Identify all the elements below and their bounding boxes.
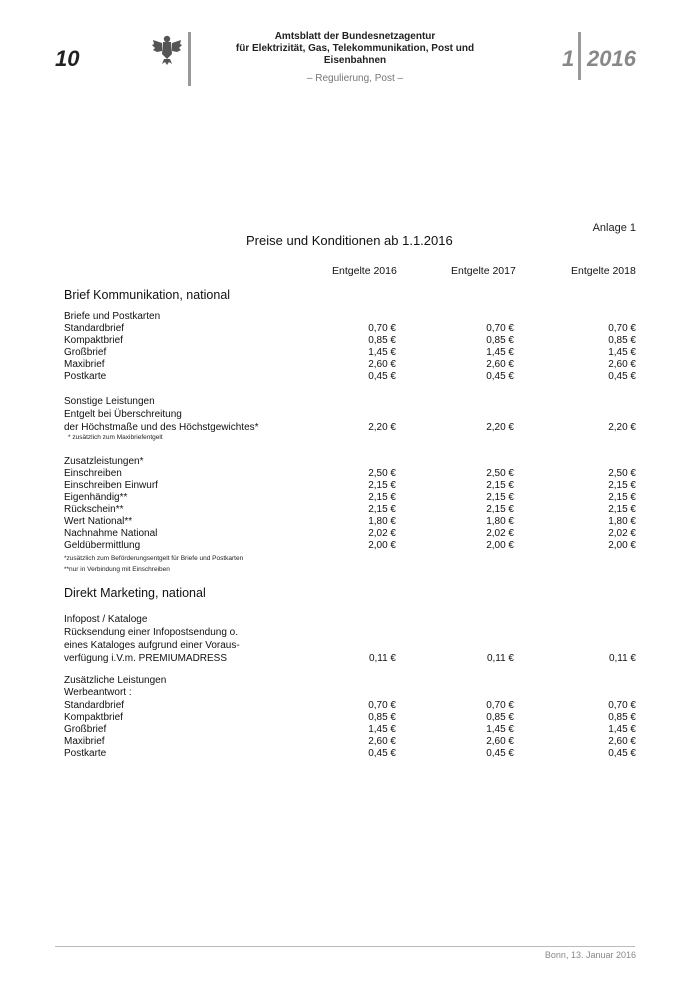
section-title: Direkt Marketing, national: [64, 586, 206, 600]
value-2017: 2,15 €: [486, 504, 514, 515]
row-label: Maxibrief: [64, 736, 105, 747]
document-title: Preise und Konditionen ab 1.1.2016: [246, 233, 453, 248]
value-2016: 2,02 €: [368, 528, 396, 539]
value-2016: 2,15 €: [368, 504, 396, 515]
value-2016: 0,45 €: [368, 748, 396, 759]
value-2017: 2,60 €: [486, 359, 514, 370]
value-2018: 0,45 €: [608, 371, 636, 382]
table-row: [64, 371, 636, 383]
value-2017: 0,45 €: [486, 371, 514, 382]
value-2017: 2,02 €: [486, 528, 514, 539]
value-2018: 2,50 €: [608, 468, 636, 479]
row-label: Postkarte: [64, 371, 107, 382]
table-row: [64, 516, 636, 528]
value-2016: 1,45 €: [368, 724, 396, 735]
value-2016: 1,45 €: [368, 347, 396, 358]
row-label: Großbrief: [64, 724, 107, 735]
row-label: Einschreiben: [64, 468, 122, 479]
header-divider: [188, 32, 191, 86]
value-2017: 1,45 €: [486, 724, 514, 735]
value-2016: 0,11 €: [368, 653, 396, 664]
value-2017: 0,45 €: [486, 748, 514, 759]
value-2017: 2,15 €: [486, 480, 514, 491]
value-2017: 1,80 €: [486, 516, 514, 527]
table-row: [64, 468, 636, 480]
value-2016: 0,85 €: [368, 335, 396, 346]
group-subheading-text: Werbeantwort :: [64, 687, 132, 698]
value-2017: 0,70 €: [486, 323, 514, 334]
value-2017: 1,45 €: [486, 347, 514, 358]
row-label: Großbrief: [64, 347, 107, 358]
value-2016: 1,80 €: [368, 516, 396, 527]
value-2018: 2,15 €: [608, 480, 636, 491]
text-line: [64, 640, 636, 652]
value-2016: 2,50 €: [368, 468, 396, 479]
row-label: der Höchstmaße und des Höchstgewichtes*: [64, 422, 259, 433]
issue-divider: [578, 32, 581, 80]
group-heading: [64, 614, 636, 626]
text-line: [64, 409, 636, 421]
group-heading-text: Infopost / Kataloge: [64, 614, 148, 625]
footnote: * zusätzlich zum Maxibriefentgelt: [68, 434, 163, 441]
gazette-title: [205, 31, 505, 85]
table-row: [64, 736, 636, 748]
column-header-2016: Entgelte 2016: [332, 265, 397, 277]
group-heading: [64, 456, 636, 468]
table-row: [64, 347, 636, 359]
group-heading: [64, 311, 636, 323]
value-2018: 0,70 €: [608, 700, 636, 711]
row-label: Maxibrief: [64, 359, 105, 370]
table-row: [64, 504, 636, 516]
value-2018: 2,02 €: [608, 528, 636, 539]
text-line-label: eines Kataloges aufgrund einer Voraus-: [64, 640, 240, 651]
table-row: [64, 335, 636, 347]
value-2018: 2,20 €: [608, 422, 636, 433]
value-2016: 2,20 €: [368, 422, 396, 433]
value-2017: 2,50 €: [486, 468, 514, 479]
value-2018: 2,15 €: [608, 492, 636, 503]
value-2018: 1,45 €: [608, 724, 636, 735]
value-2018: 2,60 €: [608, 359, 636, 370]
row-label: Standardbrief: [64, 323, 125, 334]
row-label: Standardbrief: [64, 700, 125, 711]
table-row: [64, 653, 636, 665]
value-2016: 0,85 €: [368, 712, 396, 723]
value-2017: 2,15 €: [486, 492, 514, 503]
table-row: [64, 492, 636, 504]
group-heading: [64, 396, 636, 408]
issue-year: 2016: [587, 46, 636, 71]
text-line-label: Entgelt bei Überschreitung: [64, 409, 182, 420]
value-2017: 0,11 €: [486, 653, 514, 664]
section-title: Brief Kommunikation, national: [64, 288, 231, 302]
row-label: Eigenhändig**: [64, 492, 128, 503]
value-2018: 0,85 €: [608, 712, 636, 723]
table-row: [64, 748, 636, 760]
gazette-title-line1: Amtsblatt der Bundesnetzagentur: [274, 31, 436, 42]
group-heading: [64, 675, 636, 687]
table-row: [64, 700, 636, 712]
value-2016: 2,00 €: [368, 540, 396, 551]
value-2016: 2,60 €: [368, 736, 396, 747]
group-subheading: [64, 687, 636, 699]
row-label: Postkarte: [64, 748, 107, 759]
gazette-title-line2: für Elektrizität, Gas, Telekommunikation, Post und Eisenbahnen: [235, 43, 475, 66]
row-label: Rückschein**: [64, 504, 124, 515]
column-header-2017: Entgelte 2017: [451, 265, 516, 277]
table-row: [64, 480, 636, 492]
table-row: [64, 712, 636, 724]
footnote: *zusätzlich zum Beförderungsentgelt für Briefe und Postkarten: [64, 555, 244, 562]
value-2017: 2,60 €: [486, 736, 514, 747]
row-label: Kompaktbrief: [64, 712, 123, 723]
federal-eagle-icon: [150, 32, 184, 66]
value-2018: 2,60 €: [608, 736, 636, 747]
table-row: [64, 540, 636, 552]
table-row: [64, 724, 636, 736]
group-heading-text: Zusatzleistungen*: [64, 456, 144, 467]
row-label: Geldübermittlung: [64, 540, 141, 551]
row-label: Einschreiben Einwurf: [64, 480, 158, 491]
group-heading-text: Briefe und Postkarten: [64, 311, 161, 322]
value-2017: 2,00 €: [486, 540, 514, 551]
footer-place-date: Bonn, 13. Januar 2016: [544, 950, 636, 960]
table-row: [64, 528, 636, 540]
table-row: [64, 422, 636, 434]
value-2016: 2,60 €: [368, 359, 396, 370]
footnote: **nur in Verbindung mit Einschreiben: [64, 566, 170, 573]
value-2016: 2,15 €: [368, 480, 396, 491]
value-2017: 0,70 €: [486, 700, 514, 711]
issue-no: 1: [562, 46, 575, 71]
value-2018: 0,70 €: [608, 323, 636, 334]
text-line: [64, 627, 636, 639]
value-2018: 0,45 €: [608, 748, 636, 759]
value-2017: 2,20 €: [486, 422, 514, 433]
value-2016: 0,70 €: [368, 323, 396, 334]
text-line-label: Rücksendung einer Infopostsendung o.: [64, 627, 239, 638]
value-2018: 1,80 €: [608, 516, 636, 527]
value-2018: 0,85 €: [608, 335, 636, 346]
value-2016: 0,45 €: [368, 371, 396, 382]
gazette-subtitle: – Regulierung, Post –: [306, 73, 404, 84]
row-label: Nachnahme National: [64, 528, 158, 539]
row-label: Kompaktbrief: [64, 335, 123, 346]
value-2018: 2,00 €: [608, 540, 636, 551]
column-header-2018: Entgelte 2018: [571, 265, 636, 277]
footer-rule: [55, 946, 635, 947]
table-row: [64, 323, 636, 335]
value-2016: 0,70 €: [368, 700, 396, 711]
value-2018: 0,11 €: [608, 653, 636, 664]
value-2018: 2,15 €: [608, 504, 636, 515]
value-2018: 1,45 €: [608, 347, 636, 358]
value-2017: 0,85 €: [486, 712, 514, 723]
table-row: [64, 359, 636, 371]
annex-label: Anlage 1: [592, 222, 636, 234]
row-label: verfügung i.V.m. PREMIUMADRESS: [64, 653, 228, 664]
value-2017: 0,85 €: [486, 335, 514, 346]
value-2016: 2,15 €: [368, 492, 396, 503]
page-number: 10: [55, 46, 80, 71]
group-heading-text: Zusätzliche Leistungen: [64, 675, 167, 686]
group-heading-text: Sonstige Leistungen: [64, 396, 155, 407]
row-label: Wert National**: [64, 516, 133, 527]
